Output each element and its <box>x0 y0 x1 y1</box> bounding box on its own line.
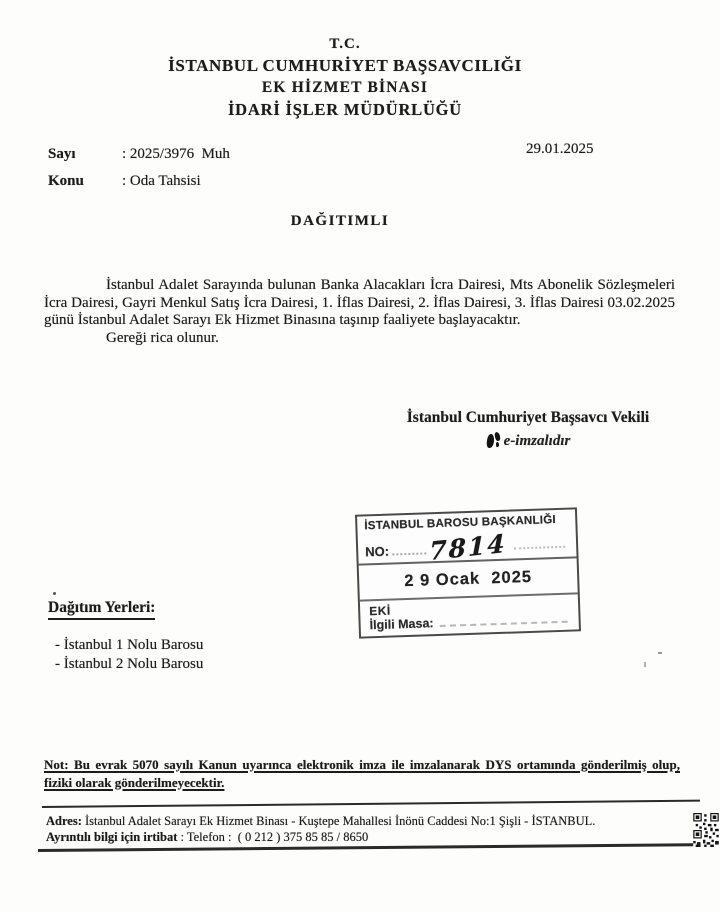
letterhead-department: İDARİ İŞLER MÜDÜRLÜĞÜ <box>227 100 463 119</box>
signature-mark-icon <box>486 432 501 450</box>
bar-association-stamp <box>355 507 581 638</box>
address-label: Adres: <box>46 814 82 828</box>
scan-speck <box>658 652 662 654</box>
esign-line <box>392 432 664 450</box>
footer-address-block <box>46 813 666 845</box>
distribution-item: - İstanbul 1 Nolu Barosu <box>55 637 204 653</box>
stamp-top-section <box>357 509 577 565</box>
scan-speck <box>53 592 56 595</box>
stamp-dashed-line <box>440 621 568 627</box>
stamp-dotted-line <box>515 546 566 550</box>
konu-label: Konu <box>48 173 84 189</box>
stamp-date: 2 9 Ocak 2025 <box>404 567 533 590</box>
stamp-dotted-line <box>392 552 426 555</box>
address-line <box>46 813 666 829</box>
letterhead-tc: T.C. <box>329 36 361 52</box>
scan-speck <box>644 662 646 667</box>
body-paragraph: İstanbul Adalet Sarayında bulunan Banka Alacakları İcra Dairesi, Mts Abonelik Sözleşmeleri İcra Dairesi, Gayri Menkul Satış İcra Dairesi, 1. İflas Dairesi, 2. İflas Dairesi, 3. İflas Dairesi 03.02.2025 günü İstanbul Adalet Sarayı Ek Hizmet Binasına taşınıp faaliyete başlayacaktır. <box>44 277 675 329</box>
contact-text: : Telefon : ( 0 212 ) 375 85 85 / 8650 <box>177 830 369 844</box>
qr-code <box>693 813 719 847</box>
body-closing: Gereği rica olunur. <box>106 329 219 346</box>
letter-body <box>44 277 675 347</box>
letterhead-office: İSTANBUL CUMHURİYET BAŞSAVCILIĞI <box>168 56 522 75</box>
esign-note: e-imzalıdır <box>503 432 571 449</box>
footer-divider-top <box>42 800 700 808</box>
stamp-no-label: NO: <box>364 543 390 560</box>
document-date: 29.01.2025 <box>526 141 594 157</box>
letterhead-building: EK HİZMET BİNASI <box>261 79 429 96</box>
stamp-bottom-section <box>360 594 579 636</box>
sayi-value: : 2025/3976 Muh <box>122 146 230 162</box>
sayi-label: Sayı <box>48 146 76 162</box>
contact-label: Ayrıntılı bilgi için irtibat <box>46 830 178 844</box>
distribution-marking: DAĞITIMLI <box>290 213 390 229</box>
legal-footnote: Not: Bu evrak 5070 sayılı Kanun uyarınca elektronik imza ile imzalanarak DYS ortamında gönderilmiş olup, fiziki olarak gönderilmeyecektir. <box>44 757 680 790</box>
stamp-desk-label: İlgili Masa: <box>369 616 434 633</box>
stamp-org-name: İSTANBUL BAROSU BAŞKANLIĞI <box>364 513 557 533</box>
stamp-eki-label: EKİ <box>368 603 391 619</box>
distribution-item: - İstanbul 2 Nolu Barosu <box>55 655 204 672</box>
signer-title: İstanbul Cumhuriyet Başsavcı Vekili <box>406 409 650 426</box>
distribution-list <box>55 636 203 673</box>
letterhead <box>0 36 690 120</box>
stamp-handwritten-number: 7814 <box>429 528 507 567</box>
konu-value: : Oda Tahsisi <box>122 173 201 189</box>
address-text: İstanbul Adalet Sarayı Ek Hizmet Binası - Kuştepe Mahallesi İnönü Caddesi No:1 Şişli - İSTANBUL. <box>81 814 596 828</box>
signature-block <box>392 409 664 450</box>
distribution-list-heading: Dağıtım Yerleri: <box>48 599 155 620</box>
contact-line <box>46 829 666 845</box>
